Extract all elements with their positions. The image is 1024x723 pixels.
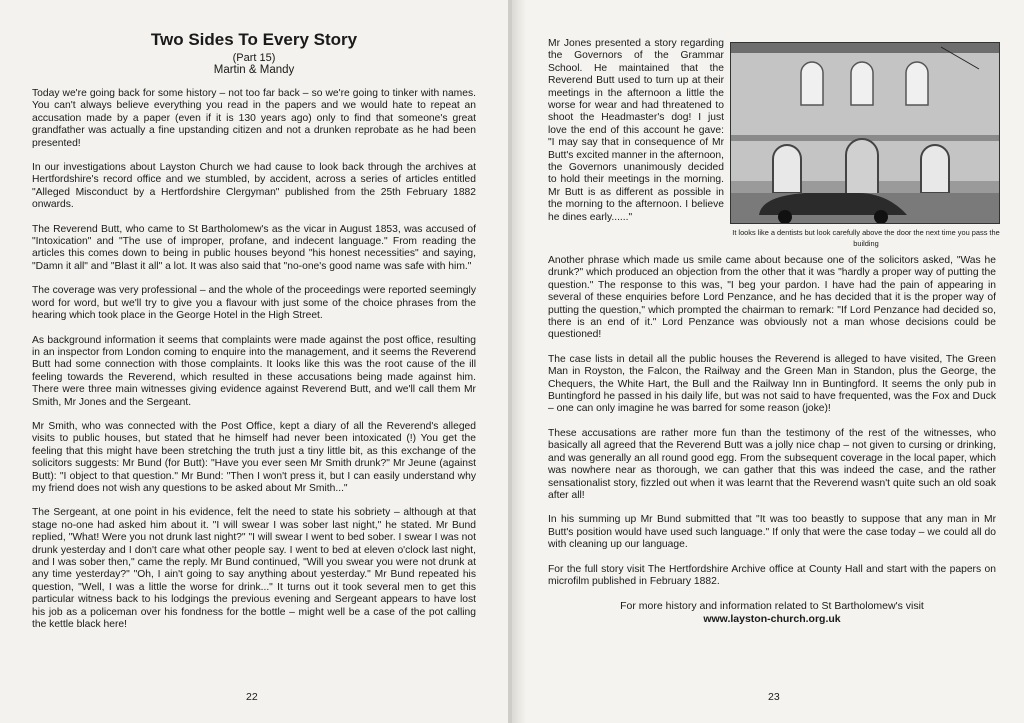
article-title: Two Sides To Every Story [150, 30, 358, 49]
paragraph: As background information it seems that complaints were made against the post office, resulting in an inspector from London coming to enquire into the management, and it seems the Reverend Butt had some connection with those complaints. It looks like this was the root cause of the ill feeling towards the Reverend, which resulted in these accusations being made against him. There were three main witnesses giving evidence against Reverend Butt, and we'll call them Mr Smith, Mr Jones and the Sergeant. [32, 334, 476, 408]
paragraph: Mr Smith, who was connected with the Post Office, kept a diary of all the Reverend's alleged visits to public houses, but stated that he himself had never been intoxicated (!) You get the feeling that this might have been stretching the truth just a tiny little bit, as this exchange of the solicitors suggests: Mr Bund (for Butt): "Have you ever seen Mr Smith drunk?" Mr Jeune (against Butt): "I object to that question." Mr Bund: "Then I won't press it, but I can easily understand why my friend does not wish any questions to be asked about Mr Smith..." [32, 420, 476, 494]
building-photo [730, 42, 1000, 224]
article-byline: Martin & Mandy [213, 64, 295, 76]
intro-paragraph: Mr Jones presented a story regarding the Governors of the Grammar School. He maintained that the Reverend Butt used to turn up at their meetings in the afternoon a little the worse for wear and had threatened to shoot the Headmaster's dog! I just love the end of this account he gave: "I may say that in consequence of Mr Butt's excited manner in the afternoon, the Governors unanimously decided to hold their meetings in the morning. Mr Butt is as different as possible in the morning to the afternoon. I believe he dines early......" [548, 38, 724, 223]
paragraph: The Reverend Butt, who came to St Bartholomew's as the vicar in August 1853, was accused of "Intoxication" and "The use of improper, profane, and indecent language." From reading the articles this comes down to being in public houses beyond "his honest necessities" and saying, "Damn it all" and "Blast it all" a lot. It was also said that "no-one's good name was safe with him." [32, 223, 476, 272]
page-number-right: 23 [768, 691, 780, 703]
footer-text: For more history and information related to St Bartholomew's visit [620, 600, 924, 613]
paragraph: These accusations are rather more fun than the testimony of the rest of the witnesses, who basically all agreed that the Reverend Butt was a jolly nice chap – not given to cursing or drinking, and was generally an all round good egg. From the subsequent coverage in the local paper, which was nowhere near as thorough, we can gather that this was indeed the case, and the rather sensationalist story, fizzled out when it was learnt that the Reverend wasn't quite such an old soak after all! [548, 427, 996, 501]
page-number-left: 22 [246, 691, 258, 703]
paragraph: The coverage was very professional – and the whole of the proceedings were reported seemingly word for word, but we'll try to give you a flavour with just some of the choice phrases from the hearing which took place in the George Hotel in the High Street. [32, 285, 476, 322]
paragraph: In our investigations about Layston Church we had cause to look back through the archives at Hertfordshire's record office and we stumbled, by accident, across a series of articles entitled "Alleged Misconduct by a Hertfordshire Clergyman" published from the 25th February 1882 onwards. [32, 162, 476, 211]
paragraph: The Sergeant, at one point in his evidence, felt the need to state his sobriety – although at that stage no-one had asked him about it. "I will swear I was sober last night," he stated. Mr Bund replied, "What! Were you not drunk last night?" "I will swear I went to bed sober. I swear I was not drunk yesterday and I don't care what other people say. I went to bed at eleven o'clock last night, and I was sober then," came the reply. Mr Bund continued, "Will you swear you were not drunk at any time yesterday?" "Oh, I ain't going to say anything about yesterday." Mr Bund repeated his question, "Well, I was a little the worse for drink..." It turns out it took several men to get this particular witness back to his lodgings the previous evening and Sergeant appears to have lost his job as a policeman over his fondness for the bottle – might well be a case of the pot calling the kettle black here! [32, 507, 476, 631]
left-page [0, 0, 510, 723]
paragraph: For the full story visit The Hertfordshire Archive office at County Hall and start with the papers on microfilm published in February 1882. [548, 563, 996, 587]
right-page [512, 0, 1024, 723]
figure [730, 42, 1002, 249]
paragraph: The case lists in detail all the public houses the Reverend is alleged to have visited, The Green Man in Royston, the Falcon, the Railway and the Green Man in Standon, plus the George, the Chequers, the White Hart, the Bull and the Railway Inn in Buntingford. It seems the only pub in Buntingford he passed in his daily life, but was not said to have frequented, was the Fox and Duck – one can only imagine he was barred for some reason (joke)! [548, 353, 996, 415]
footer-url[interactable]: www.layston-church.org.uk [703, 613, 841, 626]
article-part: (Part 15) [232, 52, 276, 64]
footer [548, 600, 996, 626]
paragraph: Another phrase which made us smile came about because one of the solicitors asked, "Was he drunk?" which produced an objection from the other that it was "hardly a proper way of putting the question." The response to this was, "I beg your pardon. I have had the pain of appearing in several of these enquiries before Lord Penzance, and he has decided that it is the proper way of putting the question," which prompted the chairman to remark: "If Lord Penzance had decided so, there is an end of it." Lord Penzance was obviously not a man whose decisions could be questioned! [548, 255, 996, 341]
paragraph: Today we're going back for some history – not too far back – so we're going to tinker with names. You can't always believe everything you read in the papers and we would hate to repeat an accusation made by a paper (even if it is 130 years ago) only to find that someone's great grandfather was actually a fine upstanding citizen and not a drunken reprobate as he had been presented! [32, 88, 476, 149]
photo-caption: It looks like a dentists but look carefully above the door the next time you pass the building [732, 228, 1000, 248]
paragraph: In his summing up Mr Bund submitted that "It was too beastly to suppose that any man in Mr Butt's position would have used such language." If only that were the case today – we could all do with cleaning up our language. [548, 514, 996, 551]
